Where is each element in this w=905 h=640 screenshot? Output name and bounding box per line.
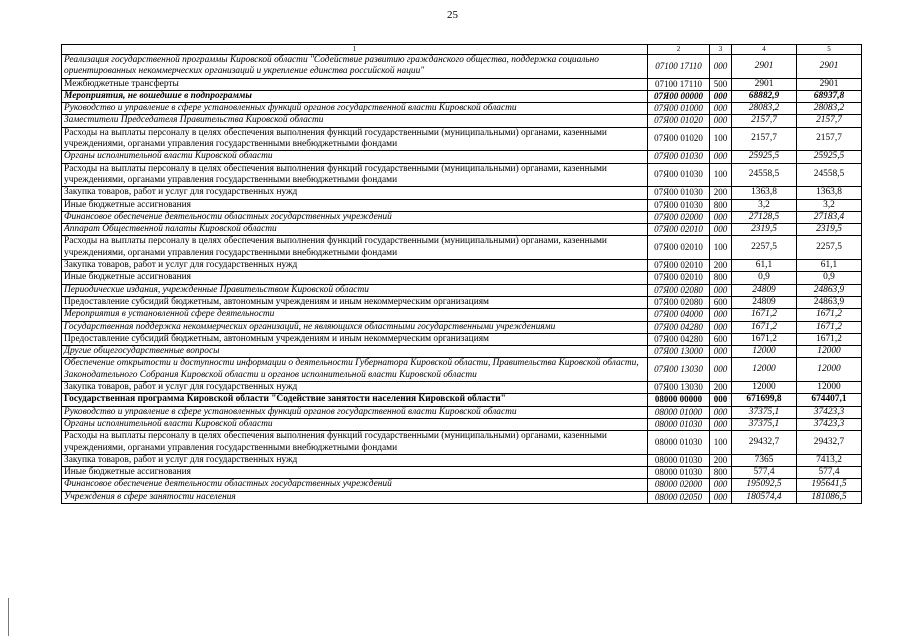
row-csr-cell: 07Я00 04280 xyxy=(648,333,710,345)
row-value-year2-cell: 61,1 xyxy=(797,260,862,272)
table-row xyxy=(62,103,862,115)
table-row xyxy=(62,454,862,466)
table-row xyxy=(62,467,862,479)
table-row xyxy=(62,224,862,236)
table-row xyxy=(62,431,862,455)
row-csr-cell: 07100 17110 xyxy=(648,78,710,90)
row-name-cell: Государственная программа Кировской области "Содействие занятости населения Кировской области" xyxy=(62,394,648,406)
row-value-year1-cell: 24809 xyxy=(732,284,797,296)
row-csr-cell: 08000 01030 xyxy=(648,467,710,479)
row-name-cell: Руководство и управление в сфере установленных функций органов государственной власти Кировской области xyxy=(62,406,648,418)
row-csr-cell: 07Я00 01000 xyxy=(648,103,710,115)
row-name-cell: Периодические издания, учрежденные Правительством Кировской области xyxy=(62,284,648,296)
row-value-year2-cell: 12000 xyxy=(797,358,862,382)
table-row xyxy=(62,346,862,358)
row-value-year1-cell: 1671,2 xyxy=(732,309,797,321)
row-csr-cell: 08000 01030 xyxy=(648,454,710,466)
row-value-year2-cell: 2901 xyxy=(797,78,862,90)
row-value-year1-cell: 68882,9 xyxy=(732,90,797,102)
row-name-cell: Другие общегосударственные вопросы xyxy=(62,346,648,358)
row-vr-cell: 000 xyxy=(710,103,732,115)
left-margin-rule xyxy=(8,598,9,636)
row-vr-cell: 100 xyxy=(710,431,732,455)
row-name-cell: Иные бюджетные ассигнования xyxy=(62,467,648,479)
row-csr-cell: 08000 01000 xyxy=(648,406,710,418)
row-csr-cell: 07Я00 01020 xyxy=(648,127,710,151)
row-vr-cell: 000 xyxy=(710,211,732,223)
row-csr-cell: 07Я00 01020 xyxy=(648,115,710,127)
row-csr-cell: 08000 00000 xyxy=(648,394,710,406)
row-value-year2-cell: 27183,4 xyxy=(797,211,862,223)
table-row xyxy=(62,284,862,296)
table-row xyxy=(62,418,862,430)
row-csr-cell: 07Я00 02080 xyxy=(648,284,710,296)
row-vr-cell: 500 xyxy=(710,78,732,90)
row-value-year1-cell: 3,2 xyxy=(732,199,797,211)
row-vr-cell: 800 xyxy=(710,199,732,211)
row-value-year1-cell: 24809 xyxy=(732,296,797,308)
header-col-vr: 3 xyxy=(710,45,732,55)
table-row xyxy=(62,187,862,199)
row-vr-cell: 200 xyxy=(710,260,732,272)
row-vr-cell: 000 xyxy=(710,284,732,296)
row-vr-cell: 100 xyxy=(710,127,732,151)
row-value-year1-cell: 0,9 xyxy=(732,272,797,284)
row-value-year2-cell: 29432,7 xyxy=(797,431,862,455)
row-name-cell: Органы исполнительной власти Кировской области xyxy=(62,151,648,163)
row-csr-cell: 07Я00 02010 xyxy=(648,236,710,260)
row-value-year1-cell: 195092,5 xyxy=(732,479,797,491)
row-name-cell: Иные бюджетные ассигнования xyxy=(62,199,648,211)
row-value-year2-cell: 25925,5 xyxy=(797,151,862,163)
budget-table xyxy=(61,44,862,504)
row-value-year2-cell: 37423,3 xyxy=(797,418,862,430)
table-row xyxy=(62,151,862,163)
row-name-cell: Органы исполнительной власти Кировской области xyxy=(62,418,648,430)
row-value-year2-cell: 1671,2 xyxy=(797,321,862,333)
header-col-year2: 5 xyxy=(797,45,862,55)
row-value-year2-cell: 1671,2 xyxy=(797,333,862,345)
row-value-year1-cell: 61,1 xyxy=(732,260,797,272)
row-csr-cell: 08000 02050 xyxy=(648,491,710,503)
row-csr-cell: 07Я00 04000 xyxy=(648,309,710,321)
table-row xyxy=(62,358,862,382)
row-name-cell: Заместители Председателя Правительства Кировской области xyxy=(62,115,648,127)
row-name-cell: Мероприятия, не вошедшие в подпрограммы xyxy=(62,90,648,102)
table-row xyxy=(62,260,862,272)
row-value-year2-cell: 2157,7 xyxy=(797,115,862,127)
row-name-cell: Руководство и управление в сфере установленных функций органов государственной власти Кировской области xyxy=(62,103,648,115)
row-csr-cell: 07Я00 02010 xyxy=(648,272,710,284)
row-csr-cell: 07Я00 13030 xyxy=(648,382,710,394)
row-value-year2-cell: 24558,5 xyxy=(797,163,862,187)
row-name-cell: Аппарат Общественной палаты Кировской области xyxy=(62,224,648,236)
header-col-name: 1 xyxy=(62,45,648,55)
row-vr-cell: 200 xyxy=(710,454,732,466)
row-csr-cell: 08000 01030 xyxy=(648,418,710,430)
row-value-year2-cell: 2901 xyxy=(797,55,862,79)
row-vr-cell: 000 xyxy=(710,151,732,163)
row-name-cell: Предоставление субсидий бюджетным, автономным учреждениям и иным некоммерческим организациям xyxy=(62,296,648,308)
row-name-cell: Финансовое обеспечение деятельности областных государственных учреждений xyxy=(62,479,648,491)
table-row xyxy=(62,406,862,418)
table-row xyxy=(62,211,862,223)
row-value-year1-cell: 1671,2 xyxy=(732,321,797,333)
row-name-cell: Закупка товаров, работ и услуг для государственных нужд xyxy=(62,382,648,394)
row-value-year1-cell: 180574,4 xyxy=(732,491,797,503)
row-vr-cell: 000 xyxy=(710,491,732,503)
row-value-year1-cell: 2901 xyxy=(732,55,797,79)
row-value-year1-cell: 12000 xyxy=(732,358,797,382)
table-row xyxy=(62,296,862,308)
row-vr-cell: 600 xyxy=(710,296,732,308)
row-name-cell: Учреждения в сфере занятости населения xyxy=(62,491,648,503)
row-csr-cell: 07Я00 13030 xyxy=(648,358,710,382)
row-value-year1-cell: 12000 xyxy=(732,382,797,394)
row-vr-cell: 000 xyxy=(710,358,732,382)
table-row xyxy=(62,382,862,394)
row-value-year2-cell: 7413,2 xyxy=(797,454,862,466)
row-vr-cell: 800 xyxy=(710,272,732,284)
row-value-year2-cell: 2257,5 xyxy=(797,236,862,260)
row-csr-cell: 07Я00 01030 xyxy=(648,151,710,163)
row-csr-cell: 07Я00 01030 xyxy=(648,199,710,211)
row-vr-cell: 100 xyxy=(710,236,732,260)
row-vr-cell: 000 xyxy=(710,479,732,491)
row-name-cell: Расходы на выплаты персоналу в целях обеспечения выполнения функций государственными (муниципальными) органами, казенными учреждениями, органами управления государственными внебюджетными фондами xyxy=(62,236,648,260)
row-vr-cell: 000 xyxy=(710,406,732,418)
row-value-year2-cell: 12000 xyxy=(797,382,862,394)
row-name-cell: Обеспечение открытости и доступности информации о деятельности Губернатора Кировской области, Правительства Кировской области, Законодательного Собрания Кировской области и органов исполнительной власти Кировской области xyxy=(62,358,648,382)
row-value-year2-cell: 3,2 xyxy=(797,199,862,211)
row-name-cell: Межбюджетные трансферты xyxy=(62,78,648,90)
row-name-cell: Расходы на выплаты персоналу в целях обеспечения выполнения функций государственными (муниципальными) органами, казенными учреждениями, органами управления государственными внебюджетными фондами xyxy=(62,127,648,151)
row-name-cell: Расходы на выплаты персоналу в целях обеспечения выполнения функций государственными (муниципальными) органами, казенными учреждениями, органами управления государственными внебюджетными фондами xyxy=(62,431,648,455)
row-name-cell: Закупка товаров, работ и услуг для государственных нужд xyxy=(62,187,648,199)
row-value-year2-cell: 24863,9 xyxy=(797,284,862,296)
row-value-year2-cell: 1671,2 xyxy=(797,309,862,321)
row-name-cell: Закупка товаров, работ и услуг для государственных нужд xyxy=(62,260,648,272)
table-row xyxy=(62,333,862,345)
row-name-cell: Финансовое обеспечение деятельности областных государственных учреждений xyxy=(62,211,648,223)
table-row xyxy=(62,127,862,151)
row-name-cell: Государственная поддержка некоммерческих организаций, не являющихся областными государственными учреждениями xyxy=(62,321,648,333)
row-vr-cell: 000 xyxy=(710,321,732,333)
row-csr-cell: 07Я00 02010 xyxy=(648,260,710,272)
table-row xyxy=(62,90,862,102)
table-row xyxy=(62,309,862,321)
row-vr-cell: 000 xyxy=(710,309,732,321)
table-row xyxy=(62,394,862,406)
table-row xyxy=(62,491,862,503)
table-row xyxy=(62,199,862,211)
header-col-year1: 4 xyxy=(732,45,797,55)
row-vr-cell: 000 xyxy=(710,394,732,406)
table-row xyxy=(62,78,862,90)
table-row xyxy=(62,272,862,284)
row-value-year2-cell: 68937,8 xyxy=(797,90,862,102)
row-value-year2-cell: 195641,5 xyxy=(797,479,862,491)
row-csr-cell: 07Я00 01030 xyxy=(648,163,710,187)
row-value-year2-cell: 2157,7 xyxy=(797,127,862,151)
row-csr-cell: 07Я00 13000 xyxy=(648,346,710,358)
row-value-year1-cell: 25925,5 xyxy=(732,151,797,163)
row-value-year2-cell: 577,4 xyxy=(797,467,862,479)
row-vr-cell: 000 xyxy=(710,418,732,430)
row-value-year1-cell: 2901 xyxy=(732,78,797,90)
row-csr-cell: 07100 17110 xyxy=(648,55,710,79)
row-value-year1-cell: 2157,7 xyxy=(732,127,797,151)
row-csr-cell: 07Я00 02010 xyxy=(648,224,710,236)
row-value-year1-cell: 27128,5 xyxy=(732,211,797,223)
row-csr-cell: 07Я00 02000 xyxy=(648,211,710,223)
table-row xyxy=(62,236,862,260)
table-row xyxy=(62,163,862,187)
row-csr-cell: 07Я00 00000 xyxy=(648,90,710,102)
header-col-csr: 2 xyxy=(648,45,710,55)
page-number: 25 xyxy=(447,9,458,21)
row-vr-cell: 200 xyxy=(710,382,732,394)
row-csr-cell: 07Я00 02080 xyxy=(648,296,710,308)
row-vr-cell: 000 xyxy=(710,55,732,79)
row-value-year2-cell: 2319,5 xyxy=(797,224,862,236)
table-header-row xyxy=(62,45,862,55)
row-value-year2-cell: 674407,1 xyxy=(797,394,862,406)
row-value-year2-cell: 1363,8 xyxy=(797,187,862,199)
table-row xyxy=(62,115,862,127)
table-row xyxy=(62,55,862,79)
row-csr-cell: 08000 02000 xyxy=(648,479,710,491)
row-value-year1-cell: 577,4 xyxy=(732,467,797,479)
row-vr-cell: 000 xyxy=(710,346,732,358)
row-vr-cell: 600 xyxy=(710,333,732,345)
table-row xyxy=(62,479,862,491)
row-vr-cell: 000 xyxy=(710,115,732,127)
row-vr-cell: 000 xyxy=(710,90,732,102)
table-row xyxy=(62,321,862,333)
row-value-year2-cell: 0,9 xyxy=(797,272,862,284)
row-value-year1-cell: 671699,8 xyxy=(732,394,797,406)
row-value-year1-cell: 2157,7 xyxy=(732,115,797,127)
row-value-year1-cell: 7365 xyxy=(732,454,797,466)
row-name-cell: Мероприятия в установленной сфере деятельности xyxy=(62,309,648,321)
row-value-year1-cell: 24558,5 xyxy=(732,163,797,187)
row-value-year1-cell: 1363,8 xyxy=(732,187,797,199)
row-name-cell: Закупка товаров, работ и услуг для государственных нужд xyxy=(62,454,648,466)
row-name-cell: Иные бюджетные ассигнования xyxy=(62,272,648,284)
row-value-year1-cell: 37375,1 xyxy=(732,418,797,430)
row-value-year2-cell: 37423,3 xyxy=(797,406,862,418)
row-value-year1-cell: 2257,5 xyxy=(732,236,797,260)
row-vr-cell: 100 xyxy=(710,163,732,187)
row-name-cell: Расходы на выплаты персоналу в целях обеспечения выполнения функций государственными (муниципальными) органами, казенными учреждениями, органами управления государственными внебюджетными фондами xyxy=(62,163,648,187)
row-value-year2-cell: 12000 xyxy=(797,346,862,358)
row-value-year1-cell: 37375,1 xyxy=(732,406,797,418)
row-csr-cell: 07Я00 04280 xyxy=(648,321,710,333)
row-vr-cell: 200 xyxy=(710,187,732,199)
row-value-year1-cell: 2319,5 xyxy=(732,224,797,236)
row-csr-cell: 08000 01030 xyxy=(648,431,710,455)
row-vr-cell: 800 xyxy=(710,467,732,479)
row-vr-cell: 000 xyxy=(710,224,732,236)
row-csr-cell: 07Я00 01030 xyxy=(648,187,710,199)
row-value-year1-cell: 29432,7 xyxy=(732,431,797,455)
row-value-year1-cell: 28083,2 xyxy=(732,103,797,115)
row-value-year2-cell: 28083,2 xyxy=(797,103,862,115)
row-value-year1-cell: 1671,2 xyxy=(732,333,797,345)
row-name-cell: Предоставление субсидий бюджетным, автономным учреждениям и иным некоммерческим организациям xyxy=(62,333,648,345)
row-value-year2-cell: 24863,9 xyxy=(797,296,862,308)
row-value-year1-cell: 12000 xyxy=(732,346,797,358)
row-name-cell: Реализация государственной программы Кировской области "Содействие развитию гражданского общества, поддержка социально ориентированных некоммерческих организаций и укрепление единства российской нации" xyxy=(62,55,648,79)
row-value-year2-cell: 181086,5 xyxy=(797,491,862,503)
